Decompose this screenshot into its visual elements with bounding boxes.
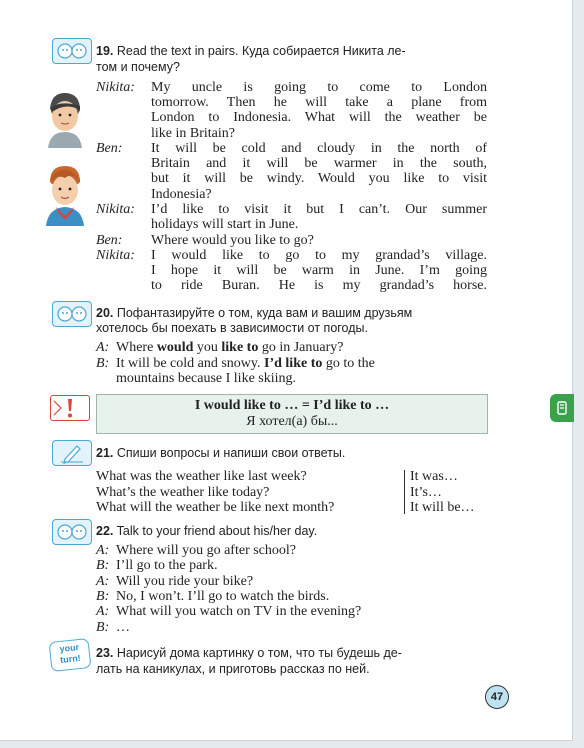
answer-stem: It was… <box>410 469 458 484</box>
exercise-20-title <box>96 306 412 320</box>
dialogue-text: My uncle is going to come to London <box>151 80 487 95</box>
dialogue-text: Indonesia? <box>151 186 212 202</box>
dialogue-text: It will be cold and cloudy in the north of <box>151 141 487 156</box>
exercise-instruction: Read the text in pairs. Куда собирается Никита ле- <box>116 44 406 58</box>
exercise-instruction: Talk to your friend about his/her day. <box>116 524 318 538</box>
dialogue-text: Will you ride your bike? <box>116 574 254 589</box>
dialogue-text: holidays will start in June. <box>151 217 299 233</box>
writing-icon <box>52 440 92 466</box>
speaker-label: Nikita: <box>96 80 135 95</box>
dialogue-text: Britain and it will be warmer in the south, <box>151 156 487 172</box>
question-text: What was the weather like last week? <box>96 469 307 484</box>
side-tab[interactable] <box>550 394 574 422</box>
dialogue-text: What will you watch on TV in the evening? <box>116 604 362 619</box>
question-text: What will the weather be like next month? <box>96 500 335 515</box>
dialogue-text: to ride Buran. He is my grandad’s horse. <box>151 278 487 294</box>
dialogue-line <box>151 141 487 202</box>
text: go in January? <box>258 340 344 355</box>
dialogue-text: I would like to go to my grandad’s village. <box>151 248 487 263</box>
exercise-instruction-cont: хотелось бы поехать в зависимости от погоды. <box>96 321 368 335</box>
dialogue-line <box>151 202 487 232</box>
dialogue-line <box>151 80 487 141</box>
badge-text: turn! <box>59 652 82 666</box>
exercise-number: 22. <box>96 524 114 538</box>
dialogue-text: … <box>116 620 130 635</box>
dialogue-text: like in Britain? <box>151 125 235 141</box>
exercise-number: 21. <box>96 446 114 460</box>
exercise-instruction: Пофантазируйте о том, куда вам и вашим друзьям <box>116 306 413 320</box>
text: Where <box>116 340 157 355</box>
exercise-22-title <box>96 524 317 538</box>
speaker-label: B: <box>96 589 110 604</box>
example-line-cont: mountains because I like skiing. <box>116 371 297 386</box>
your-turn-badge <box>49 638 92 672</box>
example-line <box>116 340 344 356</box>
exercise-instruction: Нарисуй дома картинку о том, что ты будешь де- <box>116 646 402 660</box>
dialogue-text: I hope it will be warm in June. I’m going <box>151 263 487 279</box>
exercise-number: 23. <box>96 646 114 660</box>
exercise-19-title <box>96 44 406 58</box>
pair-work-icon <box>52 301 92 327</box>
dialogue-text: I’d like to visit it but I can’t. Our summer <box>151 202 487 217</box>
speaker-label: Nikita: <box>96 202 135 217</box>
bold-text: I’d like to <box>264 356 323 371</box>
exercise-number: 20. <box>96 306 114 320</box>
speaker-label: Ben: <box>96 141 123 156</box>
pair-work-icon <box>52 38 92 64</box>
exercise-instruction: Спиши вопросы и напиши свои ответы. <box>116 446 346 460</box>
exercise-21-title <box>96 446 345 460</box>
speaker-label: A: <box>96 543 110 558</box>
badge-text: your <box>59 642 80 655</box>
rule-translation: Я хотел(а) бы... <box>246 414 338 429</box>
exercise-number: 19. <box>96 44 114 58</box>
speaker-label: A: <box>96 604 110 619</box>
page-number: 47 <box>485 685 509 709</box>
exercise-23-title <box>96 646 402 660</box>
bold-text: would <box>156 340 194 355</box>
example-line <box>116 356 375 372</box>
speaker-label: Ben: <box>96 233 123 248</box>
text: It will be cold and snowy. <box>116 356 265 371</box>
dialogue-text: Where would you like to go? <box>151 233 314 248</box>
attention-icon <box>50 395 90 421</box>
text: you <box>193 340 222 355</box>
speaker-label: B: <box>96 620 110 635</box>
dialogue-text: tomorrow. Then he will take a plane from <box>151 95 487 111</box>
bold-text: like to <box>221 340 259 355</box>
dialogue-text: London to Indonesia. What will the weather be <box>151 110 487 126</box>
pair-work-icon <box>52 519 92 545</box>
dialogue-line <box>151 233 487 248</box>
nikita-illustration <box>40 88 88 148</box>
dialogue-text: but it will be windy. Would you like to visit <box>151 171 487 187</box>
speaker-label: A: <box>96 574 110 589</box>
dialogue-line <box>151 248 487 294</box>
question-text: What’s the weather like today? <box>96 485 270 500</box>
dialogue-text: I’ll go to the park. <box>116 558 218 573</box>
answer-stem: It’s… <box>410 485 442 500</box>
rule-formula: I would like to … = I’d like to … <box>194 398 390 413</box>
exercise-instruction-cont: том и почему? <box>96 60 180 74</box>
speaker-label: A: <box>96 340 110 355</box>
text: go to the <box>322 356 375 371</box>
ben-illustration <box>40 160 88 226</box>
speaker-label: B: <box>96 558 110 573</box>
dialogue-text: No, I won’t. I’ll go to watch the birds. <box>116 589 330 604</box>
speaker-label: Nikita: <box>96 248 135 263</box>
speaker-label: B: <box>96 356 110 371</box>
dialogue-text: Where will you go after school? <box>116 543 296 558</box>
answer-stem: It will be… <box>410 500 475 515</box>
exercise-instruction-cont: лать на каникулах, и приготовь рассказ по ней. <box>96 662 370 676</box>
column-divider <box>404 470 405 514</box>
